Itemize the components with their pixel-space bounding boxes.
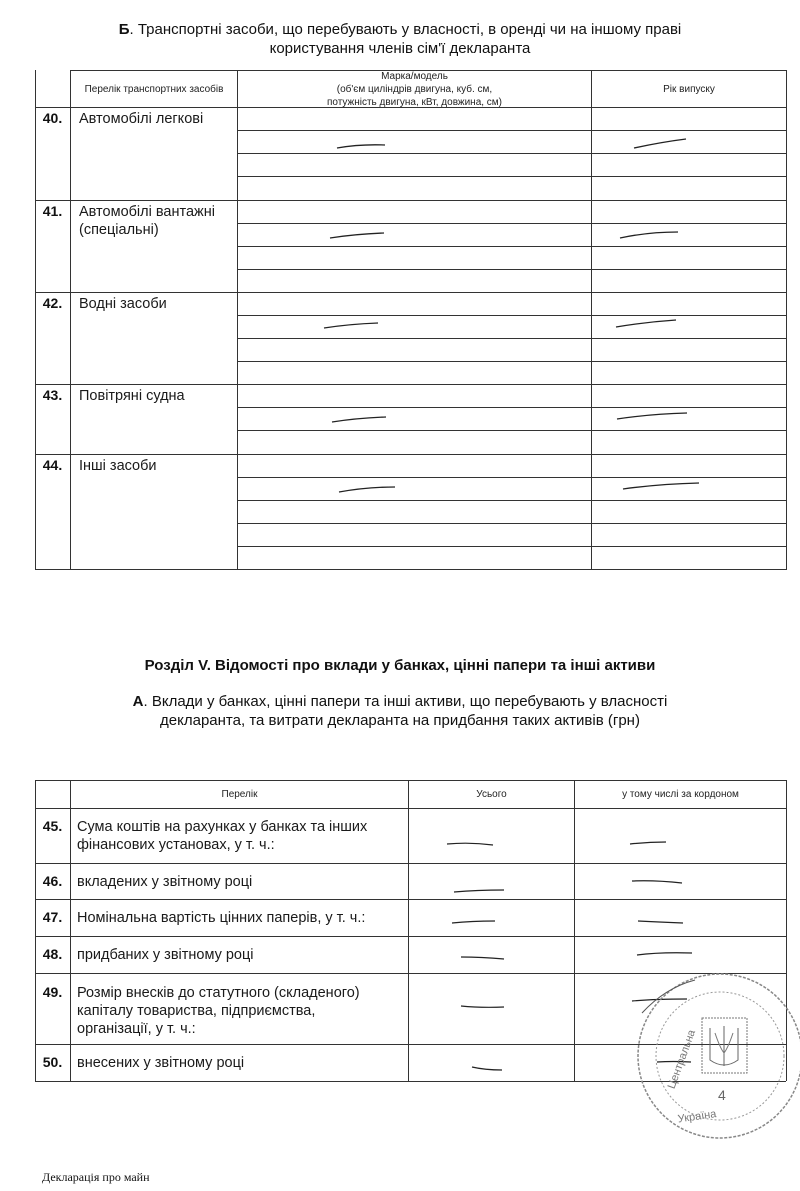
handwritten-dash-model (328, 230, 388, 240)
row-number: 42. (42, 295, 63, 311)
handwritten-dash-abroad (628, 839, 670, 847)
row-number: 49. (42, 984, 63, 1000)
handwritten-dash-model (337, 484, 399, 494)
handwritten-dash-model (335, 140, 390, 150)
header-total: Усього (476, 789, 507, 800)
row-number: 46. (42, 873, 63, 889)
handwritten-dash-model (322, 320, 382, 330)
header-year: Рік випуску (663, 83, 715, 95)
svg-text:4: 4 (718, 1087, 726, 1103)
row-number: 44. (42, 457, 63, 473)
row-label: Автомобілі легкові (79, 111, 204, 127)
official-stamp (620, 968, 800, 1148)
section-v-subtitle: А. Вклади у банках, цінні папери та інші активи, що перебувають у власності декларанта, та витрати декларанта на придбання таких активів (грн) (132, 693, 668, 729)
row-label: Номінальна вартість цінних паперів, у т. ч.: (77, 910, 366, 926)
handwritten-dash-model (330, 414, 390, 424)
row-label: внесених у звітному році (77, 1055, 245, 1071)
section-v-letter: А (132, 693, 144, 710)
handwritten-dash-abroad (636, 918, 686, 926)
handwritten-dash-total (450, 918, 498, 926)
header-abroad: у тому числі за кордоном (622, 789, 739, 800)
row-label: Інші засоби (79, 458, 157, 474)
row-number: 41. (42, 203, 63, 219)
handwritten-dash-year (632, 136, 692, 150)
handwritten-dash-total (470, 1065, 505, 1073)
row-number: 48. (42, 946, 63, 962)
header-list: Перелік (221, 789, 258, 800)
section-b-title: Б. Транспортні засоби, що перебувають у власності, в оренді чи на іншому праві користування членів сім'ї декларанта (118, 21, 682, 57)
svg-text:Центральна: Центральна (665, 1028, 699, 1091)
row-label: придбаних у звітному році (77, 947, 254, 963)
row-label: вкладених у звітному році (77, 874, 253, 890)
row-number: 43. (42, 387, 63, 403)
page-footer: Декларація про майн (42, 1170, 150, 1184)
row-label: Повітряні судна (79, 388, 185, 404)
header-vehicle-list: Перелік транспортних засобів (84, 83, 224, 95)
handwritten-dash-total (459, 1003, 507, 1011)
stamp-seal-icon (620, 968, 800, 1148)
handwritten-dash-year (615, 409, 690, 421)
header-make-model: Марка/модель (об'єм циліндрів двигуна, куб. см, потужність двигуна, кВт, довжина, см) (326, 70, 503, 108)
handwritten-dash-year (618, 228, 680, 240)
row-label: Розмір внесків до статутного (складеного) капіталу товариства, підприємства, організації, у т. ч.: (77, 985, 360, 1037)
row-label: Сума коштів на рахунках у банках та інших фінансових установах, у т. ч.: (77, 819, 368, 853)
row-number: 50. (42, 1054, 63, 1070)
handwritten-dash-year (621, 479, 701, 491)
row-number: 40. (42, 110, 63, 126)
handwritten-dash-year (614, 318, 680, 330)
handwritten-dash-total (452, 887, 507, 895)
row-label: Водні засоби (79, 296, 167, 312)
handwritten-dash-total (445, 840, 497, 848)
handwritten-dash-abroad (635, 950, 695, 958)
handwritten-dash-total (459, 954, 507, 962)
section-v-title: Розділ V. Відомості про вклади у банках, цінні папери та інші активи (144, 657, 656, 674)
section-b-letter: Б (118, 21, 130, 38)
row-number: 45. (42, 818, 63, 834)
row-number: 47. (42, 909, 63, 925)
handwritten-dash-abroad (630, 878, 685, 886)
row-label: Автомобілі вантажні (спеціальні) (79, 204, 215, 238)
svg-text:Україна: Україна (677, 1108, 718, 1126)
